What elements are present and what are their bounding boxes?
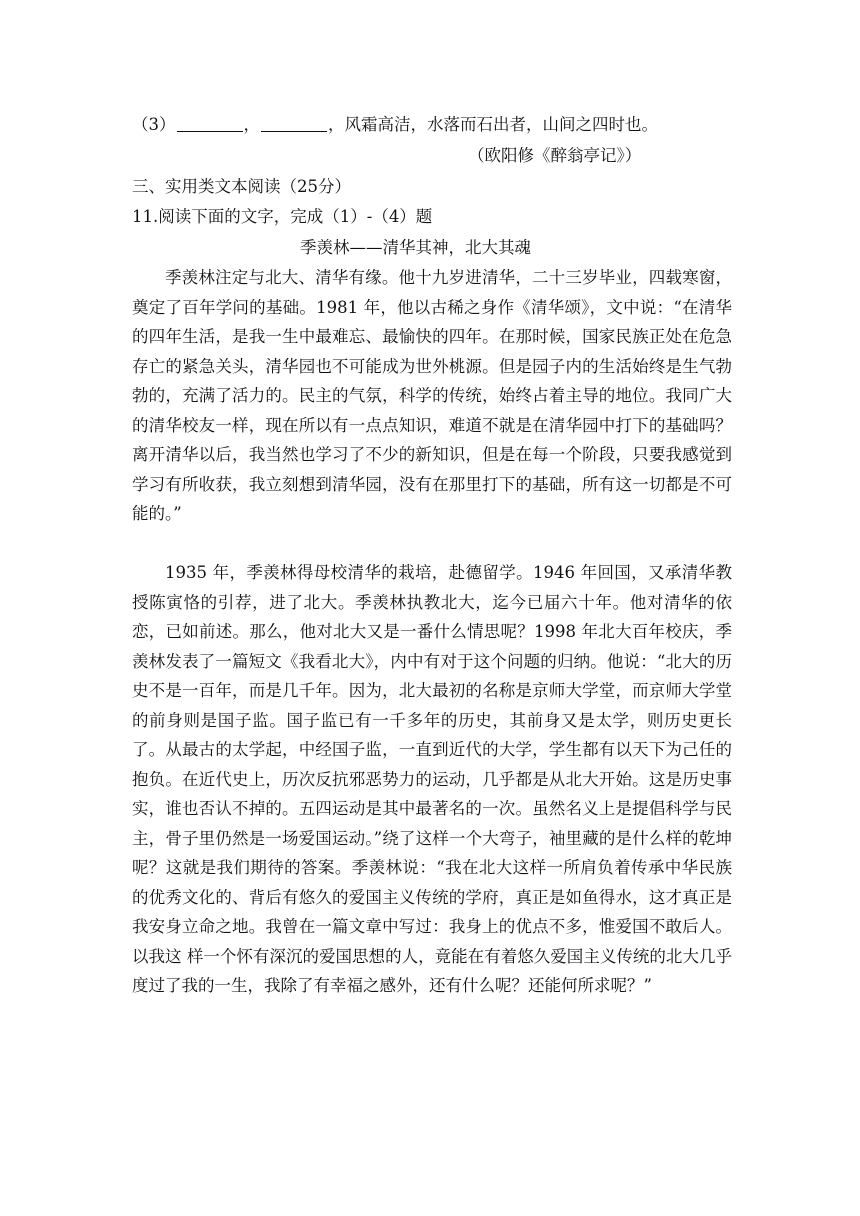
question-prompt: 11.阅读下面的文字，完成（1）-（4）题 [132, 207, 433, 226]
fill-in-blank-line: （3） ， ，风霜高洁，水落而石出者，山间之四时也。 [132, 115, 658, 134]
article-paragraph-2: 1935 年，季羡林得母校清华的栽培，赴德留学。1946 年回国，又承清华教授陈寅恪的引荐，进了北大。季羡林执教北大，迄今已届六十年。他对清华的依恋，已如前述。那么，他对北大又是一番什么情思呢？1998 年北大百年校庆，季羡林发表了一篇短文《我看北大》，内中有对于这个问题的归纳。他说：“北大的历史不是一百年，而是几千年。因为，北大最初的名称是京师大学堂，而京师大学堂的前身则是国子监。国子监已有一千多年的历史，其前身又是太学，则历史更长了。从最古的太学起，中经国子监，一直到近代的大学，学生都有以天下为己任的抱负。在近代史上，历次反抗邪恶势力的运动，几乎都是从北大开始。这是历史事实，谁也否认不掉的。五四运动是其中最著名的一次。虽然名义上是提倡科学与民主，骨子里仍然是一场爱国运动。”绕了这样一个大弯子，袖里藏的是什么样的乾坤呢？这就是我们期待的答案。季羡林说：“我在北大这样一所肩负着传承中华民族的优秀文化的、背后有悠久的爱国主义传统的学府，真正是如鱼得水，这才真正是我安身立命之地。我曾在一篇文章中写过：我身上的优点不多，惟爱国不敢后人。以我这 样一个怀有深沉的爱国思想的人，竟能在有着悠久爱国主义传统的北大几乎度过了我的一生，我除了有幸福之感外，还有什么呢？还能何所求呢？” [132, 563, 732, 995]
answer-blank-1[interactable] [177, 117, 243, 132]
source-citation: （欧阳修《醉翁亭记》） [468, 146, 642, 165]
section-title: 三、实用类文本阅读（25分） [132, 177, 351, 196]
article-title: 季羡林——清华其神，北大其魂 [300, 238, 531, 257]
answer-blank-2[interactable] [261, 117, 327, 132]
item-number: （3） [132, 115, 176, 134]
article-paragraph-1: 季羡林注定与北大、清华有缘。他十九岁进清华，二十三岁毕业，四载寒窗，奠定了百年学问的基础。1981 年，他以古稀之身作《清华颂》，文中说：“在清华的四年生活，是我一生中最难忘、最愉快的四年。在那时候，国家民族正处在危急存亡的紧急关头，清华园也不可能成为世外桃源。但是园子内的生活始终是生气勃勃的，充满了活力的。民主的气氛，科学的传统，始终占着主导的地位。我同广大的清华校友一样，现在所以有一点点知识，难道不就是在清华园中打下的基础吗？离开清华以后，我当然也学习了不少的新知识，但是在每一个阶段，只要我感觉到学习有所收获，我立刻想到清华园，没有在那里打下的基础，所有这一切都是不可能的。” [132, 268, 732, 523]
verse-text: ，风霜高洁，水落而石出者，山间之四时也。 [328, 115, 658, 134]
